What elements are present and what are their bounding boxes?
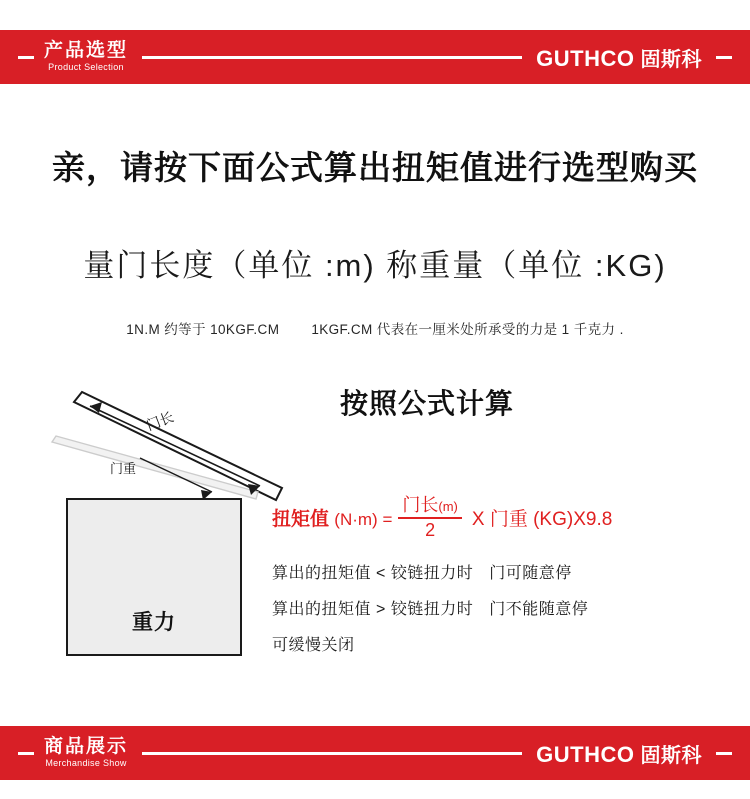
condition-row-2 [272,596,588,619]
top-banner-title-cn: 产品选型 [44,40,129,61]
formula-numerator-term: 门长 [402,495,439,515]
dash-left-icon [18,56,34,59]
door-weight-label: 门重 [110,461,137,476]
unit-note-1: 1N.M 约等于 10KGF.CM [126,322,280,337]
bottom-banner-brand-cn: 固斯科 [640,744,702,767]
torque-formula [272,496,612,540]
bottom-banner-title-block [44,737,128,769]
formula-rhs: X 门重 (KG)X9.8 [471,509,613,531]
fraction-bar [398,517,462,519]
gravity-label: 重力 [132,611,176,634]
measure-instruction: 量门长度（单位 :m) 称重量（单位 :KG) [83,248,667,283]
condition-2-left: 算出的扭矩值 > 铰链扭力时 [272,601,474,618]
top-banner-brand-en: GUTHCO [536,45,635,71]
condition-2-right: 门不能随意停 [489,601,589,618]
formula-section-title: 按照公式计算 [340,388,515,419]
condition-row-1 [272,560,572,583]
top-banner-brand [536,43,702,72]
formula-fraction [398,496,462,540]
banner-divider [142,56,522,59]
top-banner-brand-cn: 固斯科 [640,48,702,71]
bottom-banner [0,726,750,780]
unit-notes [0,318,750,338]
formula-numerator-unit: (m) [438,499,458,514]
door-panel-shape [74,392,282,500]
dash-right-icon [716,56,732,59]
condition-1-right: 门可随意停 [489,565,572,582]
dash-left-icon-bottom [18,752,34,755]
banner-divider-bottom [142,752,522,755]
bottom-banner-brand-en: GUTHCO [536,741,635,767]
page-title: 亲，请按下面公式算出扭矩值进行选型购买 [52,149,698,186]
top-banner-title-en: Product Selection [48,62,124,72]
condition-row-3 [272,632,355,655]
door-length-label: 门长 [144,408,176,434]
bottom-banner-brand [536,739,702,768]
formula-lhs-unit: (N·m) = [334,510,393,530]
formula-denominator: 2 [425,519,436,540]
top-banner [0,30,750,84]
door-body-shape [66,498,242,656]
top-banner-title-block [44,41,128,73]
bottom-banner-title-cn: 商品展示 [44,736,129,757]
formula-lhs [272,504,392,531]
formula-lhs-term: 扭矩值 [272,509,330,531]
bottom-banner-title-en: Merchandise Show [45,758,127,768]
dash-right-icon-bottom [716,752,732,755]
unit-note-2: 1KGF.CM 代表在一厘米处所承受的力是 1 千克力 . [311,322,624,337]
condition-1-left: 算出的扭矩值 < 铰链扭力时 [272,565,474,582]
condition-3-left: 可缓慢关闭 [272,637,355,654]
formula-numerator [398,496,462,515]
